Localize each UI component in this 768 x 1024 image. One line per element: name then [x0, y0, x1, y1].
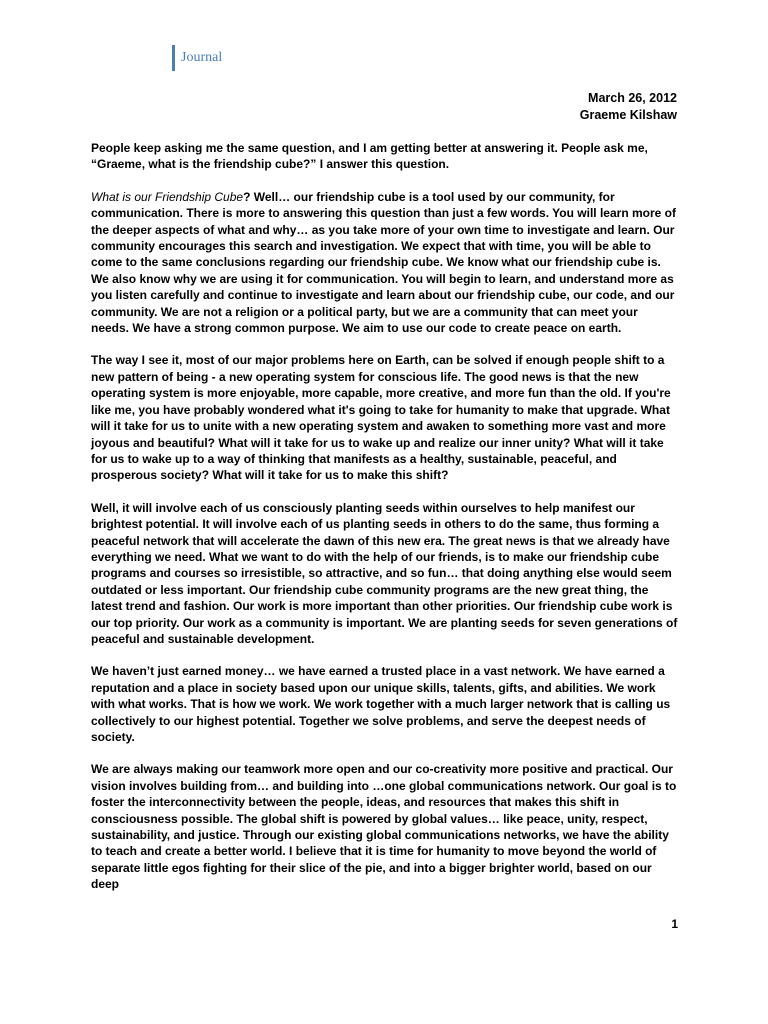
paragraph: We haven’t just earned money… we have earned a trusted place in a vast network. We have earned a reputation and a place in society based upon our unique skills, talents, gifts, and abilities. We work with what works. That is how we work. We work together with a much larger network that is calling us collectively to our highest potential. Together we solve problems, and serve the deepest needs of society.: [91, 664, 671, 744]
header-accent-bar: [172, 45, 175, 71]
journal-header: [172, 45, 222, 71]
paragraph-lead: What is our Friendship Cube: [91, 189, 244, 204]
paragraph: Well, it will involve each of us consciously planting seeds within ourselves to help manifest our brightest potential. It will involve each of us planting seeds in others to do the same, thus forming a peaceful network that will accelerate the dawn of this new era. The great news is that we already have everything we need. What we want to do with the help of our friends, is to make our friendship cube programs and courses so irresistible, so attractive, and so fun… that doing anything else would seem outdated or less important. Our friendship cube community programs are the new great thing, the latest trend and fashion. Our work is more important than other priorities. Our friendship cube work is our top priority. Our work as a community is important. We are planting seeds for seven generations of peaceful and sustainable development.: [91, 500, 678, 646]
document-author: Graeme Kilshaw: [579, 108, 677, 122]
paragraph: The way I see it, most of our major problems here on Earth, can be solved if enough people shift to a new pattern of being - a new operating system for conscious life. The good news is that the new operating system is more enjoyable, more capable, more creative, and more fun than the old. If you're like me, you have probably wondered what it's going to take for humanity to make that upgrade. What will it take for us to unite with a new operating system and awaken to something more vast and more joyous and beautiful? What will it take for us to wake up and realize our inner unity? What will it take for us to wake up to a way of thinking that manifests as a healthy, sustainable, peaceful, and prosperous society? What will it take for us to make this shift?: [91, 353, 671, 483]
document-meta: [580, 90, 677, 124]
paragraph: People keep asking me the same question, and I am getting better at answering it. People ask me, “Graeme, what is the friendship cube?” I answer this question.: [91, 141, 648, 172]
paragraph: What is our Friendship Cube? Well… our friendship cube is a tool used by our community, for communication. There is more to answering this question than just a few words. You will learn more of the deeper aspects of what and why… as you take more of your own time to investigate and learn. Our community encourages this search and investigation. We expect that with time, you will be able to come to the same conclusions regarding our friendship cube. We know what our friendship cube is. We also know why we are using it for communication. You will begin to learn, and understand more as you listen carefully and continue to investigate and learn about our friendship cube, our code, and our community. We are not a religion or a political party, but we are a community that can meet your needs. We have a strong common purpose. We aim to use our code to create peace on earth.: [91, 189, 676, 336]
document-date: March 26, 2012: [588, 91, 677, 105]
paragraph: We are always making our teamwork more open and our co-creativity more positive and practical. Our vision involves building from… and building into …one global communications network. Our goal is to foster the interconnectivity between the people, ideas, and resources that makes this shift in consciousness possible. The global shift is powered by global values… like peace, unity, respect, sustainability, and justice. Through our existing global communications networks, we have the ability to teach and create a better world. I believe that it is time for humanity to move beyond the world of separate little egos fighting for their slice of the pie, and into a bigger brighter world, based on our deep: [91, 762, 677, 892]
header-title: Journal: [181, 50, 223, 65]
page-number: 1: [671, 917, 678, 931]
document-body: [91, 140, 679, 909]
